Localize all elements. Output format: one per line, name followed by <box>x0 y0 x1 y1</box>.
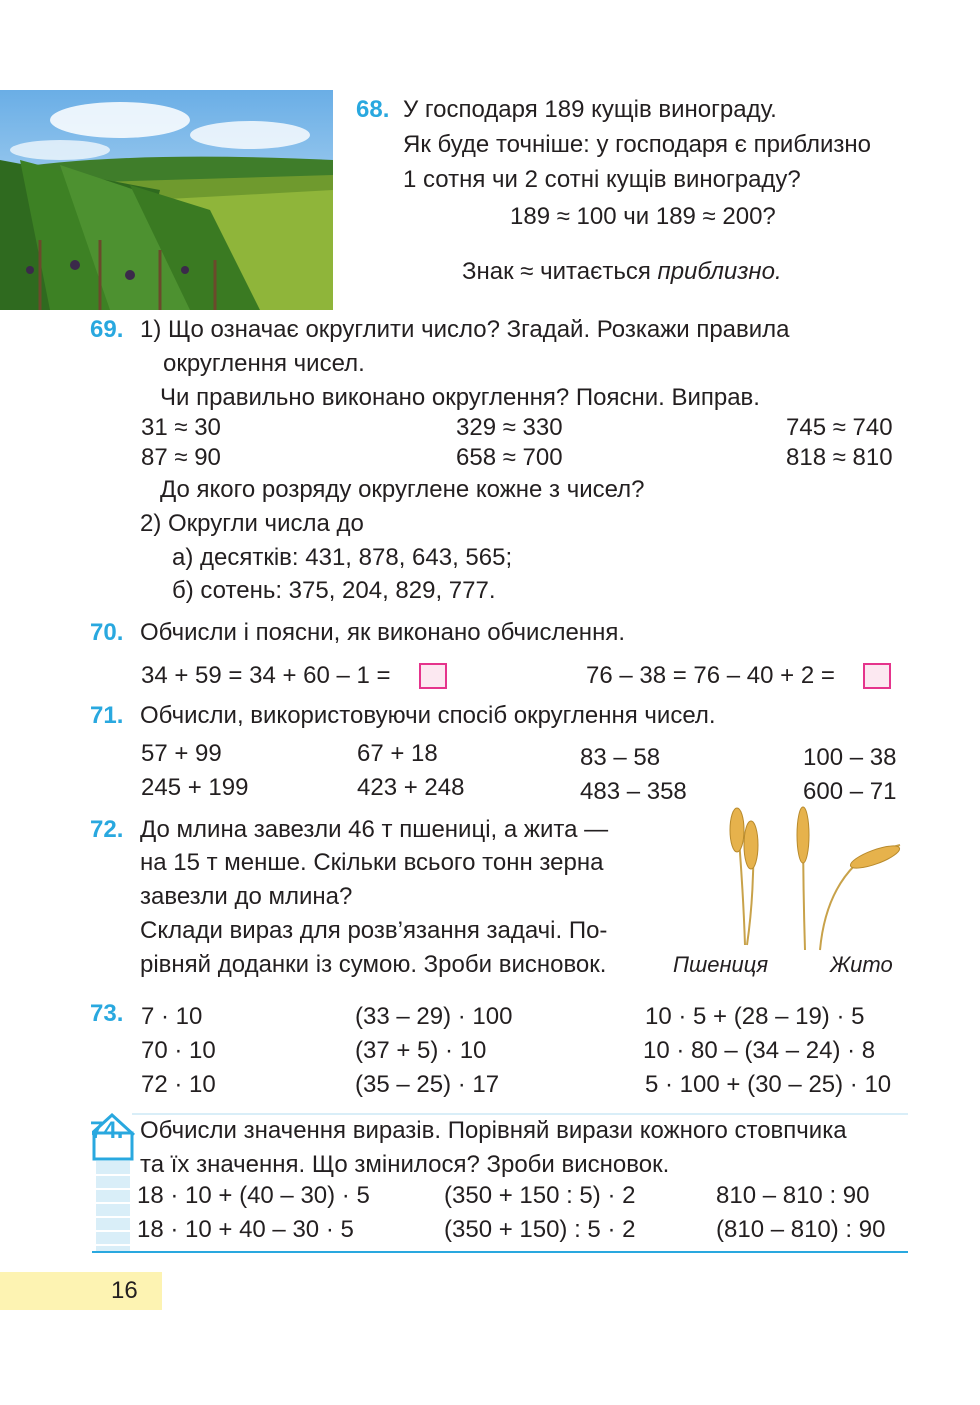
ex71-col-2-row-1: 67 + 18 <box>357 740 438 767</box>
ex73-col-2-row-2: (37 + 5) · 10 <box>355 1037 487 1064</box>
ex68-line-2: Як буде точніше: у господаря є приблизно <box>403 131 872 158</box>
ex73-col-1-row-2: 70 · 10 <box>141 1037 216 1064</box>
ex71-line-1: Обчисли, використовуючи спосіб округлення чисел. <box>140 702 716 729</box>
ex74-line-2: та їх значення. Що змінилося? Зроби висновок. <box>140 1151 670 1178</box>
ex74-line-1: Обчисли значення виразів. Порівняй вирази кожного стовпчика <box>140 1117 847 1144</box>
wheat-rye-illustration <box>715 795 915 955</box>
page-number: 16 <box>111 1277 138 1304</box>
ex73-col-3-row-2: 10 · 80 – (34 – 24) · 8 <box>643 1037 876 1064</box>
ex73-col-1-row-1: 7 · 10 <box>141 1003 203 1030</box>
ex71-col-3-row-2: 483 – 358 <box>580 778 687 805</box>
ex72-line-4: Склади вираз для розв’язання задачі. По- <box>140 917 608 944</box>
ex73-col-2-row-3: (35 – 25) · 17 <box>355 1071 500 1098</box>
ex71-col-4-row-2: 600 – 71 <box>803 778 897 805</box>
ex68-note-italic: приблизно. <box>657 258 782 285</box>
ex70-expr-1: 34 + 59 = 34 + 60 – 1 = <box>141 662 391 689</box>
exercise-number-71: 71. <box>90 702 124 729</box>
vineyard-photo <box>0 90 333 310</box>
ex74-row-2-col-1: 18 · 10 + 40 – 30 · 5 <box>137 1216 354 1243</box>
ex68-formula: 189 ≈ 100 чи 189 ≈ 200? <box>510 203 776 230</box>
exercise-number-69: 69. <box>90 316 124 343</box>
ex70-expr-2: 76 – 38 = 76 – 40 + 2 = <box>586 662 835 689</box>
exercise-number-68: 68. <box>356 96 390 123</box>
exercise-number-73: 73. <box>90 1000 124 1027</box>
ex69-line-7: б) сотень: 375, 204, 829, 777. <box>172 577 496 604</box>
ex69-row-1-col-3: 745 ≈ 740 <box>786 414 893 441</box>
ex71-col-1-row-2: 245 + 199 <box>141 774 249 801</box>
ex72-line-5: рівняй доданки із сумою. Зроби висновок. <box>140 951 607 978</box>
ex69-line-4: До якого розряду округлене кожне з чисел? <box>160 476 645 503</box>
ex74-row-1-col-3: 810 – 810 : 90 <box>716 1182 870 1209</box>
ex72-line-2: на 15 т менше. Скільки всього тонн зерна <box>140 849 604 876</box>
ex69-line-2: округлення чисел. <box>163 350 365 377</box>
caption-wheat-text: Пшениця <box>673 952 769 977</box>
ex71-col-2-row-2: 423 + 248 <box>357 774 465 801</box>
ex70-answer-box-1[interactable] <box>419 663 447 689</box>
ex72-line-3: завезли до млина? <box>140 883 353 910</box>
ex74-row-2-col-2: (350 + 150) : 5 · 2 <box>444 1216 636 1243</box>
ex73-col-3-row-1: 10 · 5 + (28 – 19) · 5 <box>645 1003 865 1030</box>
ex74-row-2-col-3: (810 – 810) : 90 <box>716 1216 886 1243</box>
caption-rye-text: Жито <box>830 952 893 977</box>
ex69-row-2-col-1: 87 ≈ 90 <box>141 444 221 471</box>
ex69-line-1: 1) Що означає округлити число? Згадай. Розкажи правила <box>140 316 790 343</box>
ex68-line-1: У господаря 189 кущів винограду. <box>403 96 777 123</box>
ex69-row-2-col-2: 658 ≈ 700 <box>456 444 563 471</box>
ex72-line-1: До млина завезли 46 т пшениці, а жита — <box>140 816 609 843</box>
ex73-col-3-row-3: 5 · 100 + (30 – 25) · 10 <box>645 1071 892 1098</box>
ex68-note <box>462 257 782 287</box>
ex71-col-1-row-1: 57 + 99 <box>141 740 222 767</box>
ex71-col-3-row-1: 83 – 58 <box>580 744 661 771</box>
ex69-line-3: Чи правильно виконано округлення? Поясни. Виправ. <box>160 384 760 411</box>
caption-rye <box>830 950 893 980</box>
ex70-line-1: Обчисли і поясни, як виконано обчислення. <box>140 619 625 646</box>
ex71-col-4-row-1: 100 – 38 <box>803 744 897 771</box>
exercise-number-74: 74. <box>90 1117 124 1144</box>
ex73-col-2-row-1: (33 – 29) · 100 <box>355 1003 513 1030</box>
caption-wheat <box>673 950 768 980</box>
ex69-row-1-col-1: 31 ≈ 30 <box>141 414 221 441</box>
ex69-line-6: а) десятків: 431, 878, 643, 565; <box>172 544 513 571</box>
ex74-row-1-col-1: 18 · 10 + (40 – 30) · 5 <box>137 1182 370 1209</box>
ex69-row-2-col-3: 818 ≈ 810 <box>786 444 893 471</box>
ex69-row-1-col-2: 329 ≈ 330 <box>456 414 563 441</box>
exercise-number-72: 72. <box>90 816 124 843</box>
ex74-row-1-col-2: (350 + 150 : 5) · 2 <box>444 1182 636 1209</box>
exercise-number-70: 70. <box>90 619 124 646</box>
ex68-line-3: 1 сотня чи 2 сотні кущів винограду? <box>403 166 801 193</box>
ex68-note-prefix: Знак ≈ читається <box>462 258 658 285</box>
ex70-answer-box-2[interactable] <box>863 663 891 689</box>
ex73-col-1-row-3: 72 · 10 <box>141 1071 216 1098</box>
ex69-line-5: 2) Округли числа до <box>140 510 364 537</box>
